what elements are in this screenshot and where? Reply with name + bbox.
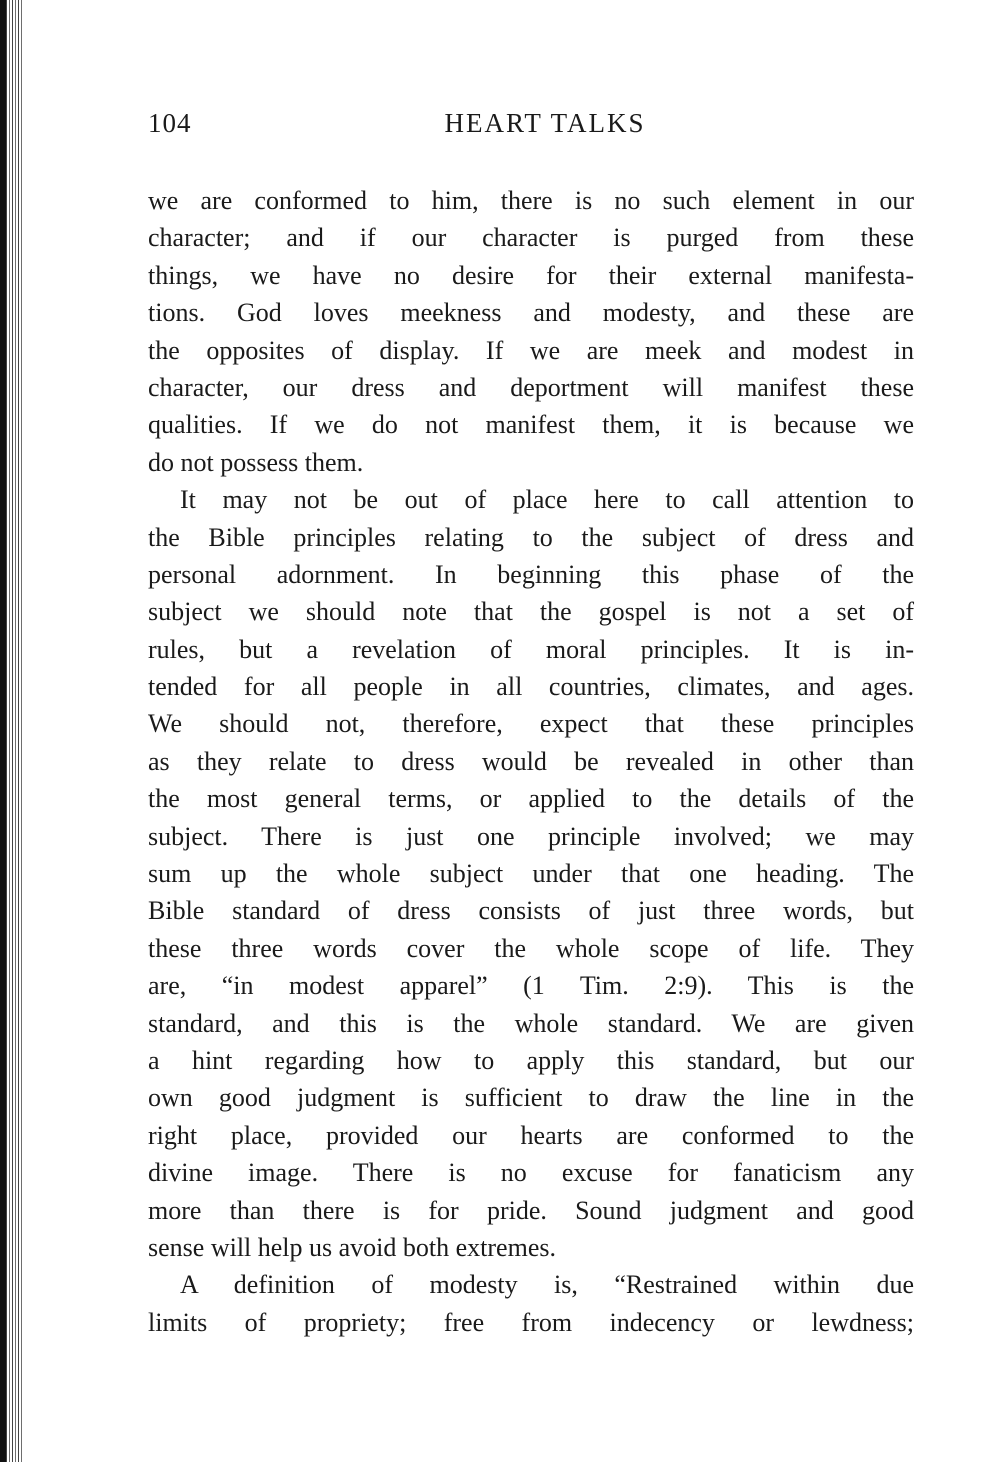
page-number: 104 (148, 108, 192, 138)
text-line: character; and if our character is purged from these (148, 223, 914, 253)
text-line: are, “in modest apparel” (1 Tim. 2:9). This is the (148, 971, 914, 1001)
text-line: divine image. There is no excuse for fanaticism any (148, 1158, 914, 1188)
text-line: things, we have no desire for their external manifesta- (148, 260, 914, 290)
text-line: sense will help us avoid both extremes. (148, 1232, 556, 1262)
text-line: rules, but a revelation of moral principles. It is in- (148, 634, 914, 664)
text-line: It may not be out of place here to call attention to (180, 485, 914, 515)
page-body (148, 182, 914, 1341)
text-line: limits of propriety; free from indecency or lewdness; (148, 1307, 914, 1337)
text-line: personal adornment. In beginning this phase of the (148, 559, 914, 589)
text-line: We should not, therefore, expect that these principles (148, 709, 914, 739)
text-line: qualities. If we do not manifest them, it is because we (148, 410, 914, 440)
text-line: A definition of modesty is, “Restrained within due (180, 1270, 914, 1300)
text-line: Bible standard of dress consists of just three words, but (148, 896, 914, 926)
text-line: own good judgment is sufficient to draw the line in the (148, 1083, 914, 1113)
text-line: the opposites of display. If we are meek and modest in (148, 335, 914, 365)
text-line: a hint regarding how to apply this standard, but our (148, 1045, 914, 1075)
text-line: do not possess them. (148, 447, 364, 477)
text-line: we are conformed to him, there is no such element in our (148, 186, 914, 215)
text-line: more than there is for pride. Sound judgment and good (148, 1195, 914, 1225)
text-line: these three words cover the whole scope of life. They (148, 933, 914, 963)
page-header (148, 108, 912, 148)
paragraph (148, 1266, 914, 1341)
running-title: HEART TALKS (444, 108, 646, 138)
text-line: subject. There is just one principle involved; we may (148, 821, 914, 851)
text-line: the Bible principles relating to the subject of dress and (148, 522, 914, 552)
book-binding-shadow (0, 0, 6, 1462)
paragraph (148, 182, 914, 481)
text-line: standard, and this is the whole standard. We are given (148, 1008, 914, 1038)
text-line: sum up the whole subject under that one heading. The (148, 859, 914, 889)
text-line: character, our dress and deportment will manifest these (148, 372, 914, 402)
paragraph (148, 481, 914, 1266)
text-line: as they relate to dress would be revealed in other than (148, 746, 914, 776)
text-line: subject we should note that the gospel is not a set of (148, 597, 914, 627)
text-line: tions. God loves meekness and modesty, and these are (148, 298, 914, 328)
text-line: tended for all people in all countries, climates, and ages. (148, 672, 914, 702)
text-line: right place, provided our hearts are conformed to the (148, 1120, 914, 1150)
text-line: the most general terms, or applied to the details of the (148, 784, 914, 814)
